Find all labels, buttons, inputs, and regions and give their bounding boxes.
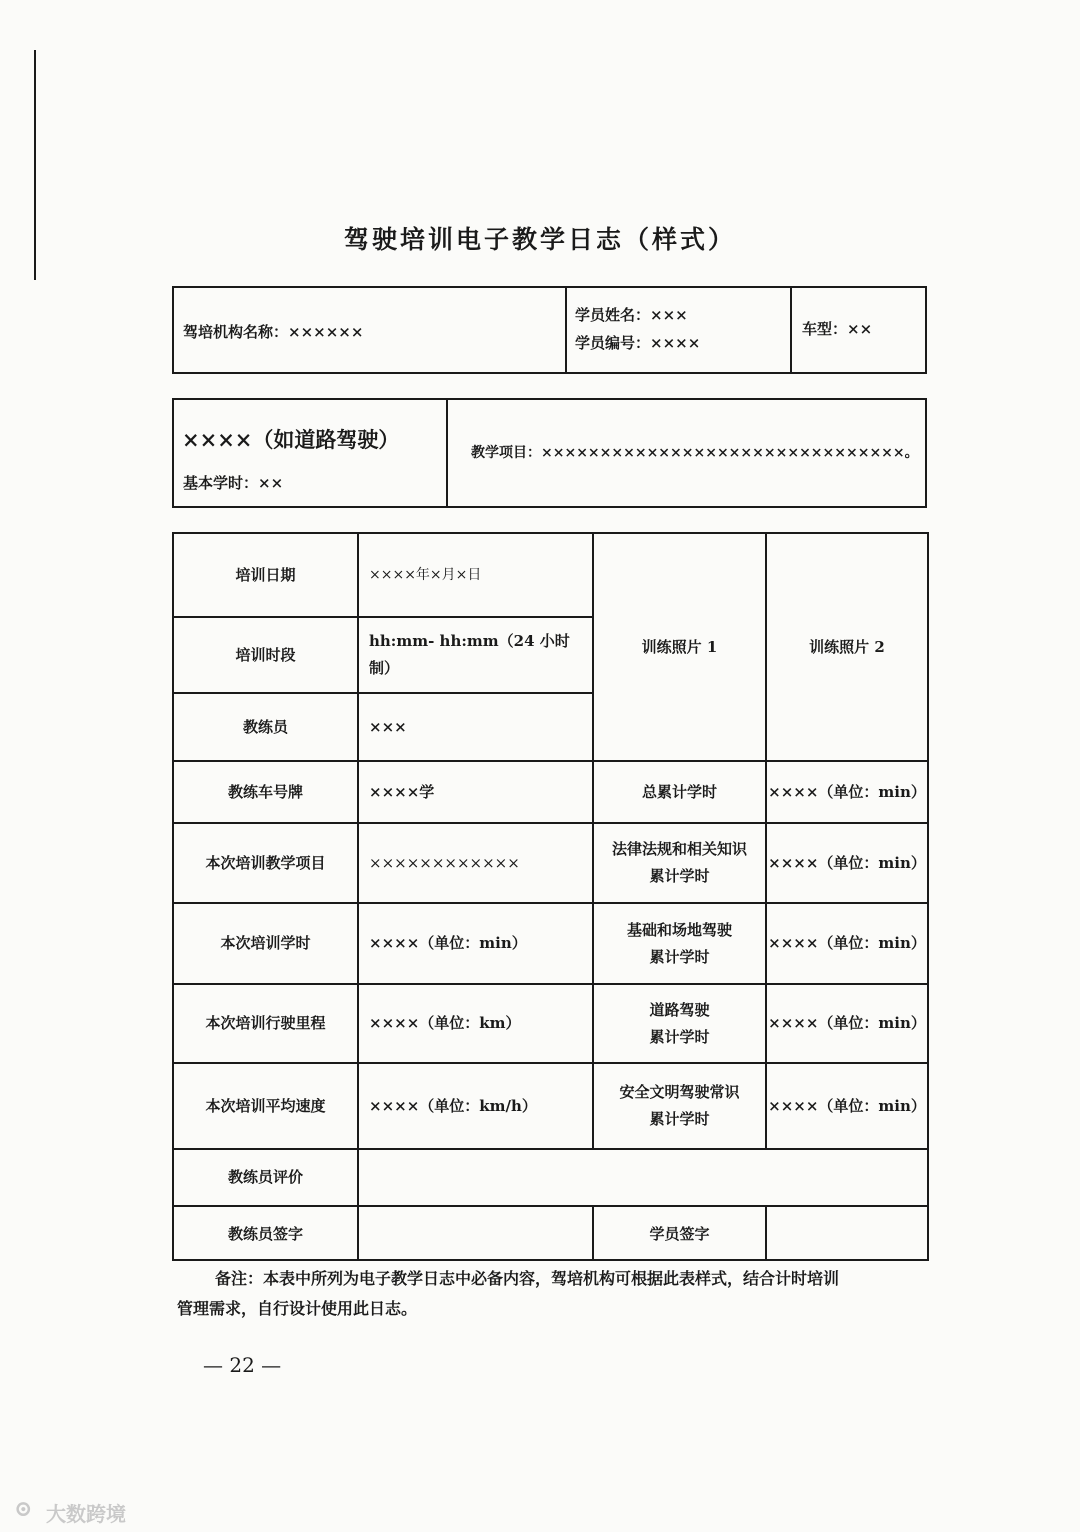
student-name: 学员姓名：××× [575, 306, 688, 324]
label-safety-hours [594, 1064, 765, 1148]
label-training-period: 培训时段 [235, 645, 296, 664]
note-line-2: 管理需求，自行设计使用此日志。 [177, 1299, 418, 1318]
course-divider [446, 398, 448, 508]
label-session-hours: 本次培训学时 [220, 934, 311, 952]
value-basic-hours: ××××（单位：min） [768, 934, 926, 952]
value-session-distance: ××××（单位：km） [369, 1014, 521, 1032]
label-session-speed: 本次培训平均速度 [205, 1096, 326, 1115]
label-total-hours: 总累计学时 [641, 782, 717, 801]
label-law-hours [594, 824, 765, 902]
table-col-line-3b [765, 1205, 767, 1261]
label-student-signature: 学员签字 [649, 1224, 710, 1243]
value-coach: ××× [369, 717, 407, 736]
training-photo-2: 训练照片 2 [809, 637, 885, 656]
label-safety-hours-line1: 安全文明驾驶常识 [619, 1083, 740, 1101]
value-training-date: ××××年×月×日 [369, 566, 482, 583]
value-law-hours: ××××（单位：min） [768, 853, 926, 872]
label-road-hours [594, 985, 765, 1062]
value-training-period: hh:mm- hh:mm（24 小时制） [369, 632, 570, 677]
header-divider-2 [790, 286, 792, 374]
value-safety-hours: ××××（单位：min） [768, 1096, 926, 1115]
value-session-speed: ××××（单位：km/h） [369, 1096, 537, 1115]
label-training-date: 培训日期 [235, 565, 296, 584]
base-hours: 基本学时：×× [183, 474, 284, 492]
label-law-hours-line2: 累计学时 [649, 867, 710, 885]
value-session-items: ×××××××××××× [369, 853, 520, 872]
page-number: — 22 — [203, 1353, 282, 1377]
label-basic-hours-line1: 基础和场地驾驶 [626, 920, 732, 939]
label-plate: 教练车号牌 [227, 782, 303, 801]
label-coach: 教练员 [242, 717, 288, 736]
training-photo-1: 训练照片 1 [641, 637, 718, 656]
value-road-hours: ××××（单位：min） [768, 1014, 926, 1032]
watermark-logo-icon: ⊙ [14, 1496, 33, 1522]
value-total-hours: ××××（单位：min） [768, 782, 926, 801]
label-basic-hours-line2: 累计学时 [649, 947, 710, 966]
label-coach-signature: 教练员签字 [227, 1224, 303, 1243]
institution-name: 驾培机构名称：×××××× [183, 323, 364, 341]
teaching-items: 教学项目：×××××××××××××××××××××××××××××××。 [471, 445, 919, 461]
label-road-hours-line2: 累计学时 [649, 1027, 710, 1046]
label-basic-hours [594, 904, 765, 983]
label-road-hours-line1: 道路驾驶 [649, 1000, 710, 1019]
label-coach-evaluation: 教练员评价 [227, 1168, 303, 1186]
label-safety-hours-line2: 累计学时 [649, 1110, 710, 1128]
value-session-hours: ××××（单位：min） [369, 934, 527, 952]
label-law-hours-line1: 法律法规和相关知识 [611, 840, 747, 858]
vehicle-type: 车型：×× [802, 320, 873, 338]
note-line-1: 备注：本表中所列为电子教学日志中必备内容，驾培机构可根据此表样式，结合计时培训 [215, 1269, 840, 1288]
label-session-distance: 本次培训行驶里程 [205, 1014, 326, 1032]
label-session-items: 本次培训教学项目 [205, 853, 326, 872]
watermark-text: 大数跨境 [46, 1502, 126, 1526]
course-stage: ××××（如道路驾驶） [182, 427, 400, 452]
header-divider-1 [565, 286, 567, 374]
student-id: 学员编号：×××× [575, 334, 701, 352]
page-title: 驾驶培训电子教学日志（样式） [343, 225, 736, 254]
value-plate: ××××学 [369, 782, 435, 801]
